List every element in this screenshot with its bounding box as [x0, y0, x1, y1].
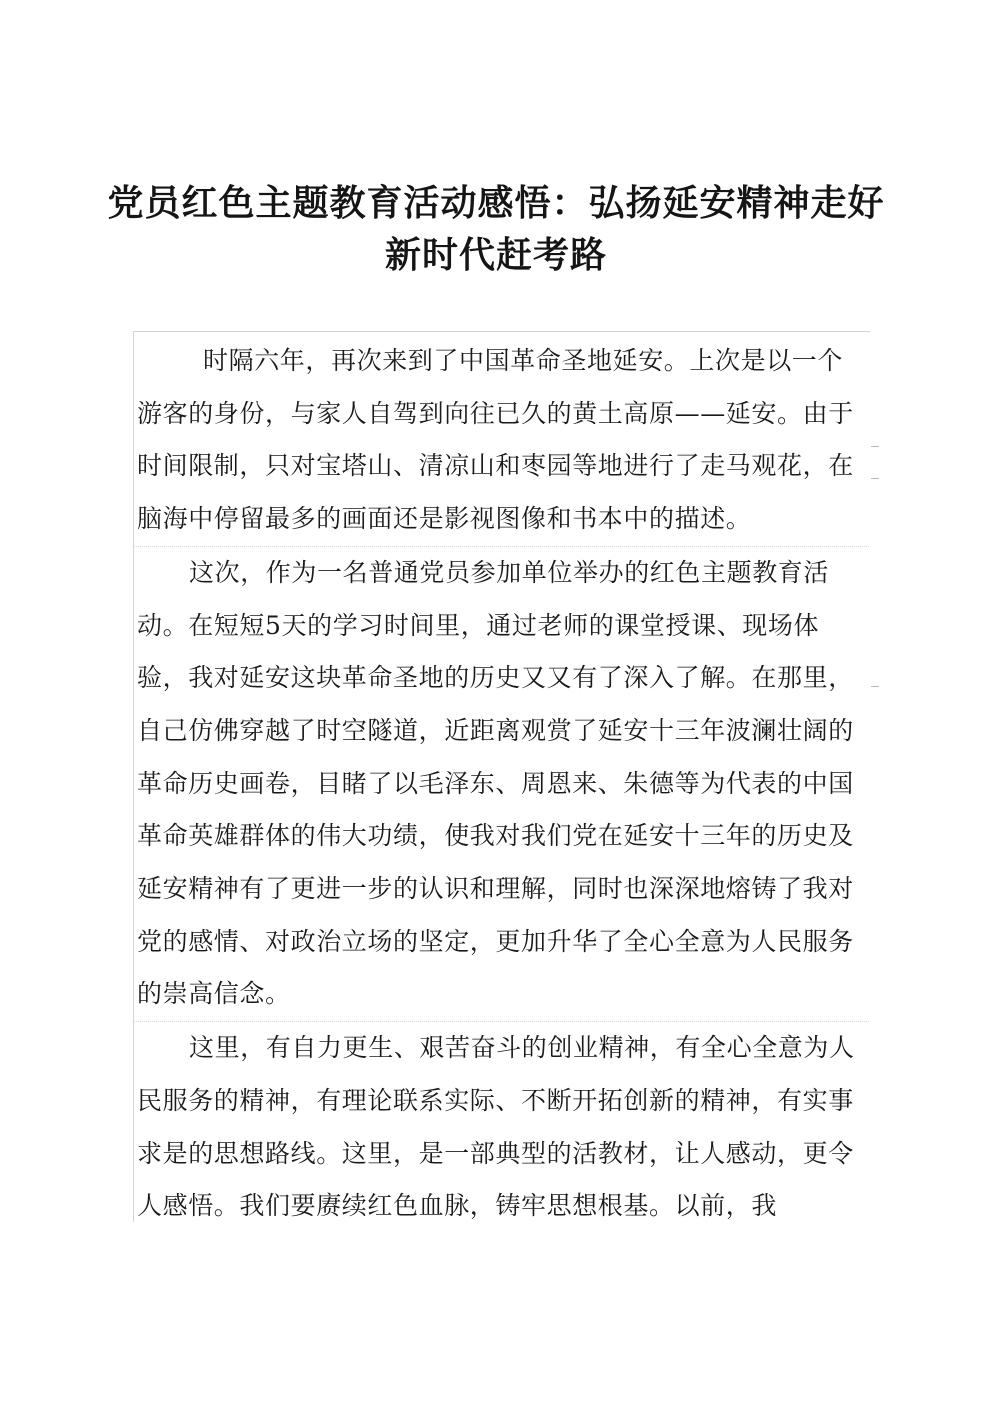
document-title: 党员红色主题教育活动感悟：弘扬延安精神走好新时代赶考路 — [107, 183, 885, 276]
margin-mark — [871, 446, 879, 447]
paragraph-1: 时隔六年，再次来到了中国革命圣地延安。上次是以一个游客的身份，与家人自驾到向往已久的黄土高原——延安。由于时间限制，只对宝塔山、清凉山和枣园等地进行了走马观花，在脑海中停留最多的画面还是影视图像和书本中的描述。 — [137, 346, 854, 534]
paragraph-3: 这里，有自力更生、艰苦奋斗的创业精神，有全心全意为人民服务的精神，有理论联系实际、不断开拓创新的精神，有实事求是的思想路线。这里，是一部典型的活教材，让人感动，更令人感悟。我们要赓续红色血脉，铸牢思想根基。以前，我 — [137, 1033, 855, 1221]
margin-mark — [871, 478, 879, 479]
margin-mark — [871, 686, 879, 687]
document-body — [133, 331, 870, 1222]
paragraph-2: 这次，作为一名普通党员参加单位举办的红色主题教育活动。在短短5天的学习时间里，通过老师的课堂授课、现场体验，我对延安这块革命圣地的历史又又有了深入了解。在那里，自己仿佛穿越了时空隧道，近距离观赏了延安十三年波澜壮阔的革命历史画卷，目睹了以毛泽东、周恩来、朱德等为代表的中国革命英雄群体的伟大功绩，使我对我们党在延安十三年的历史及延安精神有了更进一步的认识和理解，同时也深深地熔铸了我对党的感情、对政治立场的坚定，更加升华了全心全意为人民服务的崇高信念。 — [137, 557, 854, 1009]
